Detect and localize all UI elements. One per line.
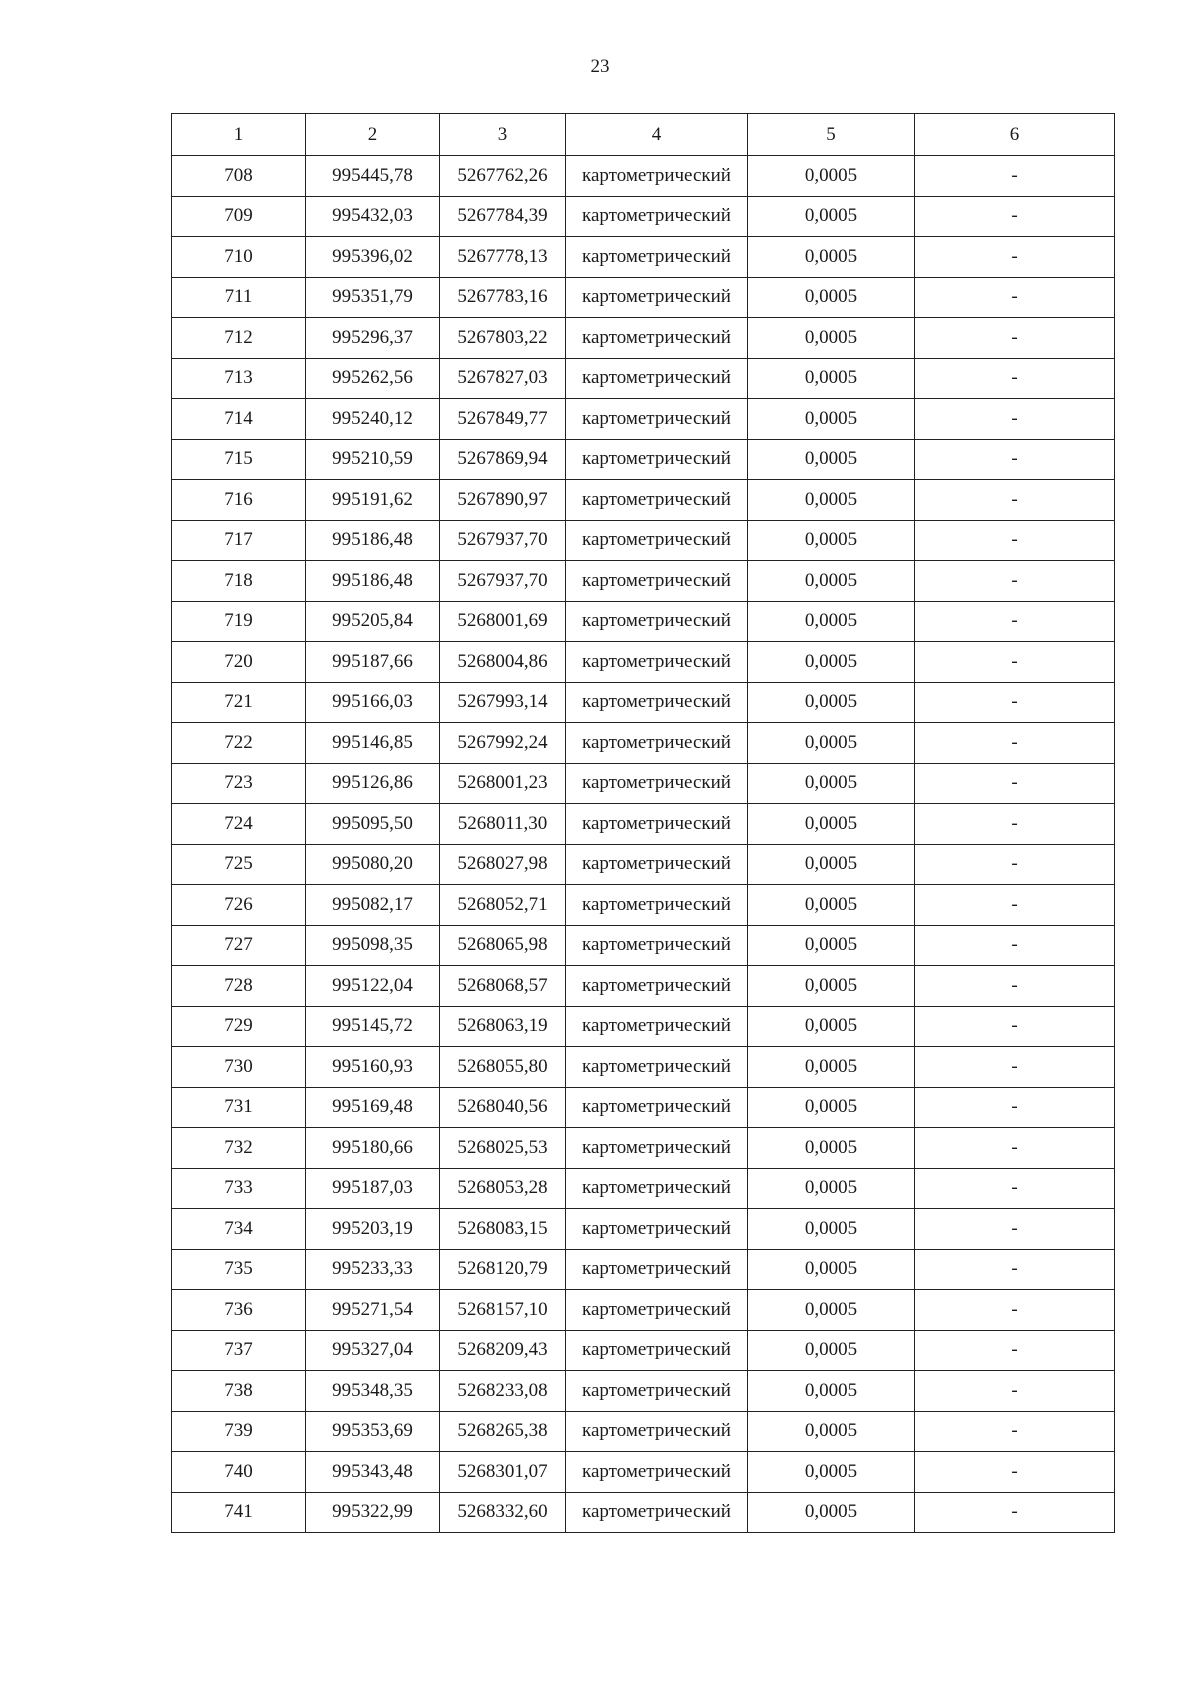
table-row	[172, 763, 1115, 804]
table-row	[172, 844, 1115, 885]
table-body	[172, 114, 1115, 1533]
method-cell: картометрический	[566, 156, 748, 197]
method-cell: картометрический	[566, 480, 748, 521]
note-cell: -	[915, 885, 1115, 926]
table-row	[172, 1411, 1115, 1452]
table-header-row	[172, 114, 1115, 156]
x-coordinate-cell: 995343,48	[306, 1452, 440, 1493]
accuracy-cell: 0,0005	[748, 844, 915, 885]
x-coordinate-cell: 995210,59	[306, 439, 440, 480]
y-coordinate-cell: 5267778,13	[440, 237, 566, 278]
point-number-cell: 727	[172, 925, 306, 966]
x-coordinate-cell: 995098,35	[306, 925, 440, 966]
point-number-cell: 719	[172, 601, 306, 642]
point-number-cell: 709	[172, 196, 306, 237]
point-number-cell: 723	[172, 763, 306, 804]
note-cell: -	[915, 358, 1115, 399]
point-number-cell: 729	[172, 1006, 306, 1047]
y-coordinate-cell: 5267803,22	[440, 318, 566, 359]
method-cell: картометрический	[566, 439, 748, 480]
x-coordinate-cell: 995187,03	[306, 1168, 440, 1209]
table-row	[172, 1330, 1115, 1371]
note-cell: -	[915, 601, 1115, 642]
note-cell: -	[915, 439, 1115, 480]
y-coordinate-cell: 5267783,16	[440, 277, 566, 318]
note-cell: -	[915, 1371, 1115, 1412]
method-cell: картометрический	[566, 1330, 748, 1371]
note-cell: -	[915, 196, 1115, 237]
point-number-cell: 718	[172, 561, 306, 602]
y-coordinate-cell: 5267784,39	[440, 196, 566, 237]
table-row	[172, 1249, 1115, 1290]
point-number-cell: 725	[172, 844, 306, 885]
x-coordinate-cell: 995322,99	[306, 1492, 440, 1533]
table-row	[172, 1209, 1115, 1250]
note-cell: -	[915, 561, 1115, 602]
note-cell: -	[915, 642, 1115, 683]
x-coordinate-cell: 995122,04	[306, 966, 440, 1007]
point-number-cell: 714	[172, 399, 306, 440]
method-cell: картометрический	[566, 1047, 748, 1088]
x-coordinate-cell: 995095,50	[306, 804, 440, 845]
method-cell: картометрический	[566, 601, 748, 642]
x-coordinate-cell: 995166,03	[306, 682, 440, 723]
y-coordinate-cell: 5268025,53	[440, 1128, 566, 1169]
y-coordinate-cell: 5267869,94	[440, 439, 566, 480]
accuracy-cell: 0,0005	[748, 804, 915, 845]
x-coordinate-cell: 995351,79	[306, 277, 440, 318]
method-cell: картометрический	[566, 885, 748, 926]
table-row	[172, 1047, 1115, 1088]
point-number-cell: 721	[172, 682, 306, 723]
accuracy-cell: 0,0005	[748, 763, 915, 804]
method-cell: картометрический	[566, 1249, 748, 1290]
y-coordinate-cell: 5267827,03	[440, 358, 566, 399]
method-cell: картометрический	[566, 1371, 748, 1412]
method-cell: картометрический	[566, 520, 748, 561]
point-number-cell: 717	[172, 520, 306, 561]
accuracy-cell: 0,0005	[748, 925, 915, 966]
y-coordinate-cell: 5267762,26	[440, 156, 566, 197]
note-cell: -	[915, 1411, 1115, 1452]
method-cell: картометрический	[566, 1209, 748, 1250]
y-coordinate-cell: 5268157,10	[440, 1290, 566, 1331]
table-row	[172, 925, 1115, 966]
accuracy-cell: 0,0005	[748, 1411, 915, 1452]
point-number-cell: 722	[172, 723, 306, 764]
y-coordinate-cell: 5268001,23	[440, 763, 566, 804]
y-coordinate-cell: 5268120,79	[440, 1249, 566, 1290]
note-cell: -	[915, 520, 1115, 561]
y-coordinate-cell: 5267937,70	[440, 561, 566, 602]
table-row	[172, 439, 1115, 480]
table-row	[172, 399, 1115, 440]
note-cell: -	[915, 277, 1115, 318]
note-cell: -	[915, 1290, 1115, 1331]
method-cell: картометрический	[566, 804, 748, 845]
method-cell: картометрический	[566, 399, 748, 440]
accuracy-cell: 0,0005	[748, 318, 915, 359]
note-cell: -	[915, 480, 1115, 521]
accuracy-cell: 0,0005	[748, 1371, 915, 1412]
accuracy-cell: 0,0005	[748, 1168, 915, 1209]
y-coordinate-cell: 5268332,60	[440, 1492, 566, 1533]
x-coordinate-cell: 995353,69	[306, 1411, 440, 1452]
x-coordinate-cell: 995080,20	[306, 844, 440, 885]
note-cell: -	[915, 1128, 1115, 1169]
y-coordinate-cell: 5267849,77	[440, 399, 566, 440]
note-cell: -	[915, 156, 1115, 197]
accuracy-cell: 0,0005	[748, 1492, 915, 1533]
x-coordinate-cell: 995169,48	[306, 1087, 440, 1128]
point-number-cell: 708	[172, 156, 306, 197]
table-row	[172, 1371, 1115, 1412]
table-row	[172, 1168, 1115, 1209]
note-cell: -	[915, 723, 1115, 764]
point-number-cell: 710	[172, 237, 306, 278]
accuracy-cell: 0,0005	[748, 237, 915, 278]
accuracy-cell: 0,0005	[748, 358, 915, 399]
method-cell: картометрический	[566, 723, 748, 764]
method-cell: картометрический	[566, 1128, 748, 1169]
x-coordinate-cell: 995396,02	[306, 237, 440, 278]
x-coordinate-cell: 995186,48	[306, 561, 440, 602]
y-coordinate-cell: 5268052,71	[440, 885, 566, 926]
x-coordinate-cell: 995432,03	[306, 196, 440, 237]
point-number-cell: 731	[172, 1087, 306, 1128]
accuracy-cell: 0,0005	[748, 156, 915, 197]
x-coordinate-cell: 995348,35	[306, 1371, 440, 1412]
header-cell-2: 2	[306, 114, 440, 156]
x-coordinate-cell: 995233,33	[306, 1249, 440, 1290]
y-coordinate-cell: 5268083,15	[440, 1209, 566, 1250]
point-number-cell: 724	[172, 804, 306, 845]
header-cell-3: 3	[440, 114, 566, 156]
accuracy-cell: 0,0005	[748, 682, 915, 723]
method-cell: картометрический	[566, 966, 748, 1007]
point-number-cell: 741	[172, 1492, 306, 1533]
note-cell: -	[915, 763, 1115, 804]
accuracy-cell: 0,0005	[748, 439, 915, 480]
y-coordinate-cell: 5268301,07	[440, 1452, 566, 1493]
accuracy-cell: 0,0005	[748, 480, 915, 521]
y-coordinate-cell: 5267992,24	[440, 723, 566, 764]
point-number-cell: 720	[172, 642, 306, 683]
accuracy-cell: 0,0005	[748, 601, 915, 642]
point-number-cell: 740	[172, 1452, 306, 1493]
table-row	[172, 480, 1115, 521]
point-number-cell: 711	[172, 277, 306, 318]
method-cell: картометрический	[566, 1168, 748, 1209]
x-coordinate-cell: 995187,66	[306, 642, 440, 683]
table-row	[172, 885, 1115, 926]
x-coordinate-cell: 995203,19	[306, 1209, 440, 1250]
y-coordinate-cell: 5268063,19	[440, 1006, 566, 1047]
x-coordinate-cell: 995240,12	[306, 399, 440, 440]
accuracy-cell: 0,0005	[748, 642, 915, 683]
note-cell: -	[915, 1209, 1115, 1250]
note-cell: -	[915, 318, 1115, 359]
x-coordinate-cell: 995126,86	[306, 763, 440, 804]
point-number-cell: 737	[172, 1330, 306, 1371]
note-cell: -	[915, 399, 1115, 440]
note-cell: -	[915, 1168, 1115, 1209]
y-coordinate-cell: 5268027,98	[440, 844, 566, 885]
table-row	[172, 1452, 1115, 1493]
y-coordinate-cell: 5267937,70	[440, 520, 566, 561]
method-cell: картометрический	[566, 358, 748, 399]
accuracy-cell: 0,0005	[748, 1452, 915, 1493]
header-cell-1: 1	[172, 114, 306, 156]
point-number-cell: 739	[172, 1411, 306, 1452]
method-cell: картометрический	[566, 844, 748, 885]
point-number-cell: 738	[172, 1371, 306, 1412]
y-coordinate-cell: 5268001,69	[440, 601, 566, 642]
x-coordinate-cell: 995145,72	[306, 1006, 440, 1047]
y-coordinate-cell: 5267890,97	[440, 480, 566, 521]
accuracy-cell: 0,0005	[748, 1087, 915, 1128]
y-coordinate-cell: 5267993,14	[440, 682, 566, 723]
x-coordinate-cell: 995262,56	[306, 358, 440, 399]
point-number-cell: 728	[172, 966, 306, 1007]
accuracy-cell: 0,0005	[748, 1290, 915, 1331]
table-row	[172, 520, 1115, 561]
x-coordinate-cell: 995180,66	[306, 1128, 440, 1169]
point-number-cell: 735	[172, 1249, 306, 1290]
y-coordinate-cell: 5268065,98	[440, 925, 566, 966]
method-cell: картометрический	[566, 1492, 748, 1533]
table-row	[172, 1006, 1115, 1047]
table-row	[172, 156, 1115, 197]
table-row	[172, 1290, 1115, 1331]
table-row	[172, 196, 1115, 237]
point-number-cell: 733	[172, 1168, 306, 1209]
accuracy-cell: 0,0005	[748, 1006, 915, 1047]
table-row	[172, 601, 1115, 642]
accuracy-cell: 0,0005	[748, 1128, 915, 1169]
accuracy-cell: 0,0005	[748, 966, 915, 1007]
x-coordinate-cell: 995296,37	[306, 318, 440, 359]
accuracy-cell: 0,0005	[748, 1330, 915, 1371]
method-cell: картометрический	[566, 925, 748, 966]
y-coordinate-cell: 5268233,08	[440, 1371, 566, 1412]
accuracy-cell: 0,0005	[748, 1209, 915, 1250]
table-row	[172, 358, 1115, 399]
table-row	[172, 642, 1115, 683]
y-coordinate-cell: 5268004,86	[440, 642, 566, 683]
header-cell-6: 6	[915, 114, 1115, 156]
table-row	[172, 1087, 1115, 1128]
note-cell: -	[915, 1249, 1115, 1290]
accuracy-cell: 0,0005	[748, 1047, 915, 1088]
table-row	[172, 723, 1115, 764]
table-row	[172, 1128, 1115, 1169]
point-number-cell: 734	[172, 1209, 306, 1250]
table-row	[172, 277, 1115, 318]
point-number-cell: 715	[172, 439, 306, 480]
accuracy-cell: 0,0005	[748, 1249, 915, 1290]
method-cell: картометрический	[566, 561, 748, 602]
method-cell: картометрический	[566, 1006, 748, 1047]
method-cell: картометрический	[566, 642, 748, 683]
method-cell: картометрический	[566, 1452, 748, 1493]
note-cell: -	[915, 844, 1115, 885]
note-cell: -	[915, 1006, 1115, 1047]
method-cell: картометрический	[566, 763, 748, 804]
note-cell: -	[915, 925, 1115, 966]
accuracy-cell: 0,0005	[748, 399, 915, 440]
table-row	[172, 682, 1115, 723]
accuracy-cell: 0,0005	[748, 723, 915, 764]
table-row	[172, 804, 1115, 845]
point-number-cell: 726	[172, 885, 306, 926]
header-cell-5: 5	[748, 114, 915, 156]
table-row	[172, 237, 1115, 278]
point-number-cell: 713	[172, 358, 306, 399]
page-number: 23	[590, 56, 610, 77]
table-row	[172, 561, 1115, 602]
method-cell: картометрический	[566, 237, 748, 278]
point-number-cell: 716	[172, 480, 306, 521]
x-coordinate-cell: 995205,84	[306, 601, 440, 642]
note-cell: -	[915, 682, 1115, 723]
note-cell: -	[915, 1330, 1115, 1371]
x-coordinate-cell: 995327,04	[306, 1330, 440, 1371]
method-cell: картометрический	[566, 318, 748, 359]
method-cell: картометрический	[566, 1411, 748, 1452]
x-coordinate-cell: 995146,85	[306, 723, 440, 764]
y-coordinate-cell: 5268055,80	[440, 1047, 566, 1088]
note-cell: -	[915, 1492, 1115, 1533]
y-coordinate-cell: 5268053,28	[440, 1168, 566, 1209]
note-cell: -	[915, 1452, 1115, 1493]
method-cell: картометрический	[566, 196, 748, 237]
method-cell: картометрический	[566, 682, 748, 723]
method-cell: картометрический	[566, 1290, 748, 1331]
x-coordinate-cell: 995160,93	[306, 1047, 440, 1088]
table-row	[172, 966, 1115, 1007]
accuracy-cell: 0,0005	[748, 885, 915, 926]
table-row	[172, 1492, 1115, 1533]
note-cell: -	[915, 1047, 1115, 1088]
method-cell: картометрический	[566, 277, 748, 318]
x-coordinate-cell: 995186,48	[306, 520, 440, 561]
point-number-cell: 712	[172, 318, 306, 359]
accuracy-cell: 0,0005	[748, 520, 915, 561]
note-cell: -	[915, 804, 1115, 845]
table-row	[172, 318, 1115, 359]
method-cell: картометрический	[566, 1087, 748, 1128]
point-number-cell: 736	[172, 1290, 306, 1331]
x-coordinate-cell: 995082,17	[306, 885, 440, 926]
y-coordinate-cell: 5268068,57	[440, 966, 566, 1007]
y-coordinate-cell: 5268209,43	[440, 1330, 566, 1371]
coordinates-table	[171, 113, 1115, 1533]
y-coordinate-cell: 5268011,30	[440, 804, 566, 845]
header-cell-4: 4	[566, 114, 748, 156]
x-coordinate-cell: 995271,54	[306, 1290, 440, 1331]
note-cell: -	[915, 1087, 1115, 1128]
accuracy-cell: 0,0005	[748, 196, 915, 237]
note-cell: -	[915, 966, 1115, 1007]
x-coordinate-cell: 995191,62	[306, 480, 440, 521]
y-coordinate-cell: 5268040,56	[440, 1087, 566, 1128]
accuracy-cell: 0,0005	[748, 277, 915, 318]
point-number-cell: 732	[172, 1128, 306, 1169]
accuracy-cell: 0,0005	[748, 561, 915, 602]
y-coordinate-cell: 5268265,38	[440, 1411, 566, 1452]
note-cell: -	[915, 237, 1115, 278]
x-coordinate-cell: 995445,78	[306, 156, 440, 197]
point-number-cell: 730	[172, 1047, 306, 1088]
